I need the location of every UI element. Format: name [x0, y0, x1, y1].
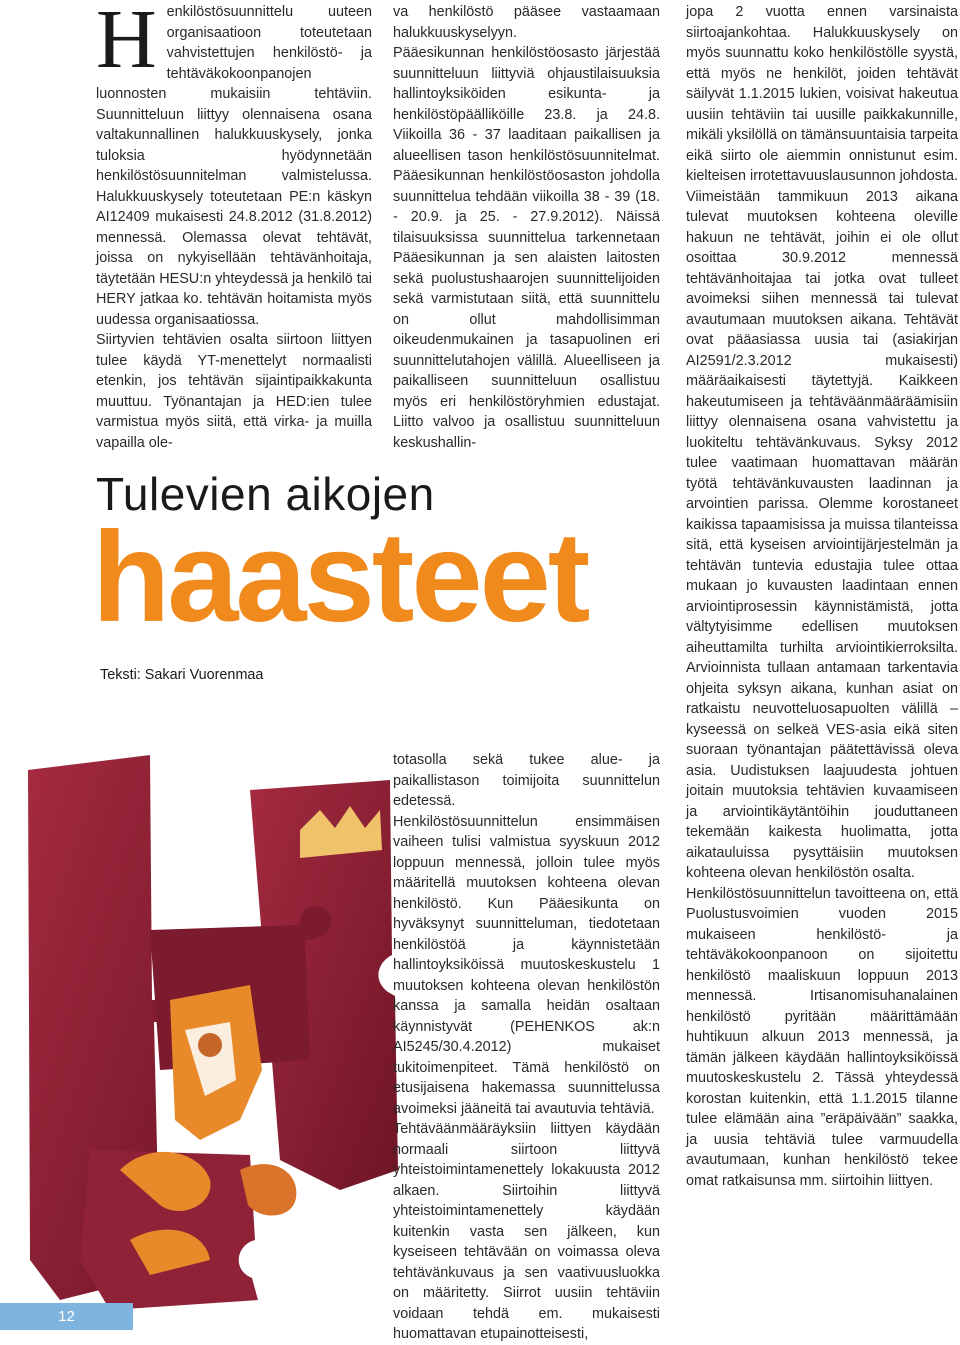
paragraph: Pääesikunnan henkilöstöosasto järjestää suunnitteluun liittyviä ohjaustilaisuuksia hallintoyksiköiden esikunta- ja henkilöstöpäälliköille 23.8. ja 24.8. Viikoilla 36 - 37 laaditaan paikallisen ja alueellisen tason henkilöstösuunnitelmat. Pääesikunnan henkilöstöosaston johdolla suunnittelua tehdään viikoilla 38 - 39 (18. - 20.9. ja 25. - 27.9.2012). Näissä tilaisuuksissa suunnittelua tarkennetaan Pääesikunnan ja sen alaisten laitosten sekä puolustushaarojen suunnittelijoiden sekä varmistutaan siitä, että suunnittelu on ollut mahdollisimman oikeudenmukainen ja tasapuolinen eri suunnittelutahojen välillä. Alueelliseen ja paikalliseen suunnitteluun osallistuu myös eri henkilöstöryhmien edustajat. Liitto valvoo ja osallistuu suunnitteluun keskushallin- [393, 45, 660, 451]
article-column-2-bottom [393, 750, 660, 1345]
paragraph: jopa 2 vuotta ennen varsinaista siirtoajankohtaa. Halukkuuskysely on myös suunnattu koko henkilöstölle syystä, että myös ne henkilöt, joiden tehtävät säilyvät 1.1.2015 lukien, voisivat hakeutua uusiin tehtäviin tai uusille paikkakunnille, mikäli yksilöllä on tämänsuuntaisia tarpeita eikä siirto ole aiemmin onnistunut esim. kielteisen irrotettavuuslausunnon johdosta. [686, 4, 958, 184]
puzzle-h-illustration [0, 700, 420, 1330]
page-number: 12 [58, 1308, 75, 1325]
paragraph: Tehtäväänmääräyksiin liittyen käydään normaali siirtoon liittyvä yhteistoimintamenettely lokakuusta 2012 alkaen. Siirtoihin liittyvä yhteistoimintamenettely käydään kuitenkin vasta sen jälkeen, kun kyseiseen tehtävään on voimassa oleva tehtävänkuvaus ja sen vaativuusluokka on määritetty. Siirrot uusiin tehtäviin voidaan tehdä em. mukaisesti huomattavan etupainotteisesti, [393, 1121, 660, 1342]
article-column-1 [96, 2, 372, 453]
byline: Teksti: Sakari Vuorenmaa [100, 667, 264, 683]
article-column-2-top [393, 2, 660, 453]
paragraph: totasolla sekä tukee alue- ja paikallistason toimijoita suunnittelun edetessä. [393, 752, 660, 809]
page-number-tab [0, 1303, 133, 1330]
paragraph: enkilöstösuunnittelu uuteen organisaatioon toteutetaan vahvistettujen henkilöstö- ja tehtäväkokoonpanojen luonnosten mukaisiin tehtäviin. Suunnitteluun liittyy olennaisena osana valtakunnallinen halukkuuskysely, jonka tuloksia hyödynnetään henkilöstösuunnitelman valmistelussa. Halukkuuskysely toteutetaan PE:n käskyn AI12409 mukaisesti 24.8.2012 (31.8.2012) mennessä. Olemassa olevat tehtävät, joissa on nykyisellään tehtävänhoitaja, täytetään HESU:n yhteydessä ja henkilö tai HERY jatkaa ko. tehtävän hoitamista myös uudessa organisaatiossa. [96, 4, 372, 328]
article-column-3 [686, 2, 958, 1191]
paragraph: va henkilöstö pääsee vastaamaan halukkuuskyselyyn. [393, 4, 660, 41]
paragraph: Henkilöstösuunnittelun ensimmäisen vaiheen tulisi valmistua syyskuun 2012 loppuun mennessä, jolloin tulee myös määritellä muutoksen kohteena olevan henkilöstö. Kun Pääesikunta on hyväksynyt suunnitteluman, tiedotetaan henkilöstöä ja käynnistetään hallintoyksiköissä muutoskeskustelu 1 muutoksen kohteena olevan henkilöstön kanssa ja samalla heidän osaltaan käynnistyvät (PEHENKOS ak:n AI5245/30.4.2012) mukaiset tukitoimenpiteet. Tämä henkilöstö on etusijaisena hakemassa suunnittelussa avoimeksi jääneitä tai avautuvia tehtäviä. [393, 813, 660, 1117]
drop-cap: H [96, 0, 157, 86]
headline-line-2: haasteet [92, 506, 588, 649]
headline-line-1: Tulevien aikojen [96, 468, 435, 520]
paragraph: Henkilöstösuunnittelun tavoitteena on, että Puolustusvoimien vuoden 2015 mukaiseen henkilöstö- ja tehtäväkokoonpanoon on sijoitettu henkilöstö maaliskuun loppuun 2013 mennessä. Irtisanomisuhanalainen henkilöstö pyritään määrittämään huhtikuun alkuun 2013 mennessä, ja tämän jälkeen käydään hallintoyksiköissä muutoskeskustelu 2. Tässä yhteydessä korostan kuitenkin, että 1.1.2015 tilanne tulee elämään aina ”eräpäivään” saakka, ja uusia tehtäviä tulee varmuudella avautumaan, kunhan henkilöstö tekee omat ratkaisunsa mm. siirtoihin liittyen. [686, 885, 958, 1189]
paragraph: Viimeistään tammikuun 2013 aikana tulevat muutoksen kohteena oleville hakuun ne tehtävät, joihin ei ole ollut osoittaa 30.9.2012 mennessä tehtävänhoitajaa tai jotka ovat tulleet avoimeksi siihen mennessä tai tulevat avautumaan muutoksen aikana. Tehtävät ovat pääasiassa uusia tai (asiakirjan AI2591/2.3.2012 mukaisesti) määräaikaisesti täytettyjä. Kaikkeen hakeutumiseen ja tehtäväänmääräämisiin liittyy olennaisena osana vahvistettu ja luokiteltu tehtävänkuvaus. Syksy 2012 tulee vaatimaan huomattavan määrän työtä tehtävänkuvausten laadinnan ja arvointien parissa. Olemme korostaneet kaikissa tapaamisissa ja muissa tilanteissa sitä, että kyseisen arviointijärjestelmän ja tehtävän tuntevia edustajia tulee ottaa mukaan jo kuvausten laadintaan ennen arviointiprosessin käynnistämistä, jotta vältytyisimme edellisen muutoksen aiheuttamilta turhilta arviointikierroksilta. Arvioinnista tullaan antamaan tarkentavia ohjeita syksyn aikana, kunhan asiat on ratkaistu neuvotteluosapuolten välillä – kyseessä on selkeä VES-asia eikä siten suoraan työnantajan päätettävissä oleva asia. Uudistuksen laajuudesta johtuen joitain muutoksia tehtävien kuvaamiseen ja arviointikäytäntöihin jouduttaneen tekemään kaikesta huolimatta, jotta aikatauluissa pysyttäisiin muutoksen kohteena olevan henkilöstön osalta. [686, 188, 958, 881]
paragraph: Siirtyvien tehtävien osalta siirtoon liittyen tulee käydä YT-menettelyt normaalisti etenkin, jos tehtävän sijaintipaikkakunta muuttuu. Työnantajan ja HED:ien tulee varmistua myös siitä, että virka- ja muilla vapailla ole- [96, 332, 372, 451]
